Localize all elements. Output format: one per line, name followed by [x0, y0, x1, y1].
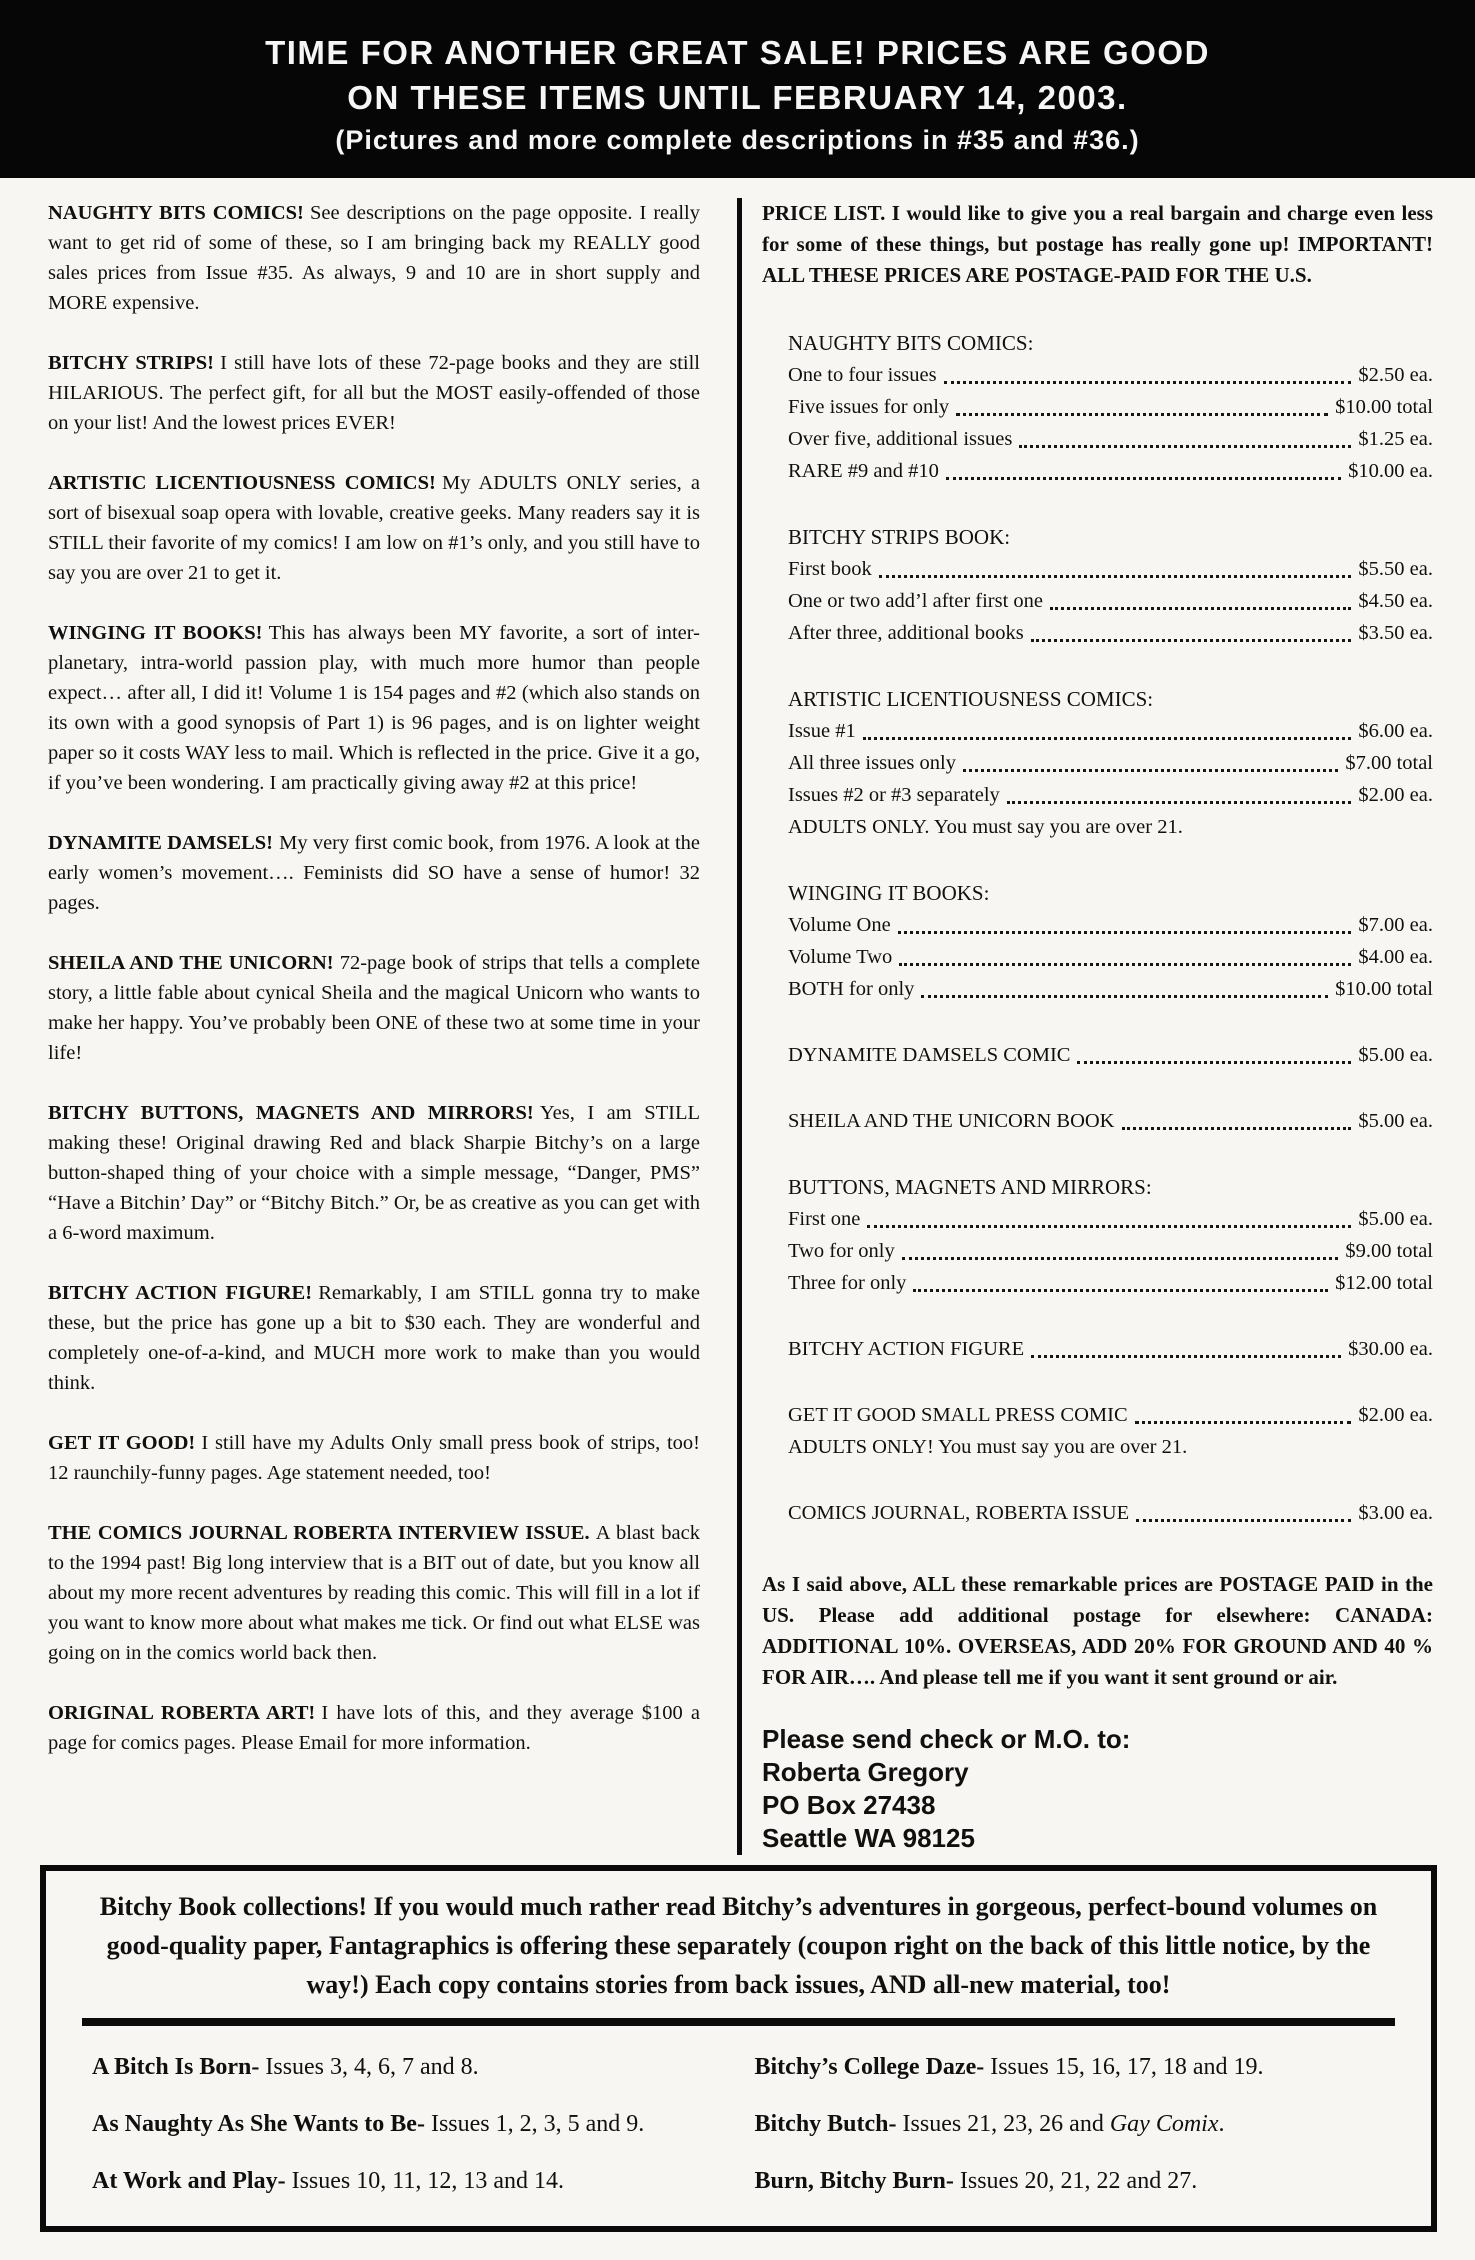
- two-column-body: [0, 178, 1475, 1855]
- dot-leader: [913, 1289, 1328, 1292]
- price-section-action-figure: [788, 1333, 1433, 1365]
- book-issues-italic: Gay Comix: [1109, 2111, 1219, 2137]
- price-row: [788, 973, 1433, 1005]
- para-original-art: [48, 1698, 700, 1758]
- price-section-bitchy-strips: [788, 521, 1433, 649]
- para-body: This has always been MY favorite, a sort of inter-planetary, intra-world passion play, with much more humor than people expect… after all, I did it! Volume 1 is 154 pages and #2 (which also stands on its own with a good synopsis of Part 1) is 96 pages, and is on lighter weight paper so it costs WAY less to mail. Which is reflected in the price. Give it a go, if you’ve been wondering. I am practically giving away #2 at this price!: [48, 622, 700, 794]
- book-issues: Issues 15, 16, 17, 18 and 19.: [990, 2054, 1264, 2080]
- dot-leader: [1031, 1355, 1341, 1358]
- book-issues: Issues 1, 2, 3, 5 and 9.: [430, 2111, 645, 2137]
- price-row: [788, 391, 1433, 423]
- para-body: My ADULTS ONLY series, a sort of bisexual soap opera with lovable, creative geeks. Many readers say it is STILL their favorite of my comics! I am low on #1’s only, and you still have to say you are over 21 to get it.: [48, 472, 700, 584]
- para-lead: BITCHY BUTTONS, MAGNETS AND MIRRORS!: [48, 1102, 534, 1124]
- para-action-figure: [48, 1278, 700, 1398]
- price-row: [788, 553, 1433, 585]
- divider-rule: [82, 2018, 1395, 2026]
- price-value: $10.00 total: [1335, 396, 1433, 418]
- para-naughty-bits: [48, 198, 700, 318]
- dot-leader: [863, 737, 1352, 740]
- price-label: One or two add’l after first one: [788, 590, 1044, 612]
- price-row: [788, 1235, 1433, 1267]
- price-section-naughty-bits: [788, 327, 1433, 487]
- para-comics-journal: [48, 1518, 700, 1668]
- price-value: $5.00 ea.: [1358, 1044, 1433, 1066]
- dot-leader: [956, 413, 1328, 416]
- book-title: Bitchy Butch-: [754, 2111, 897, 2137]
- para-body: I still have lots of these 72-page books and they are still HILARIOUS. The perfect gift, for all but the MOST easily-offended of those on your list! And the lowest prices EVER!: [48, 352, 700, 434]
- dot-leader: [899, 963, 1351, 966]
- price-row: [788, 585, 1433, 617]
- price-value: $4.50 ea.: [1358, 590, 1433, 612]
- price-value: $2.00 ea.: [1358, 784, 1433, 806]
- book-item: [92, 2052, 725, 2082]
- banner-line-2: ON THESE ITEMS UNTIL FEBRUARY 14, 2003.: [347, 79, 1128, 116]
- price-section-winging-it: [788, 877, 1433, 1005]
- price-value: $2.50 ea.: [1358, 364, 1433, 386]
- price-row: [788, 941, 1433, 973]
- price-section-get-it-good: [788, 1399, 1433, 1463]
- price-value: $12.00 total: [1335, 1272, 1433, 1294]
- para-lead: BITCHY ACTION FIGURE!: [48, 1282, 313, 1304]
- price-row: [788, 455, 1433, 487]
- price-value: $1.25 ea.: [1358, 428, 1433, 450]
- price-value: $10.00 total: [1335, 978, 1433, 1000]
- dot-leader: [944, 381, 1352, 384]
- para-bitchy-strips: [48, 348, 700, 438]
- price-section-heading: BUTTONS, MAGNETS AND MIRRORS:: [788, 1175, 1152, 1199]
- price-label: All three issues only: [788, 752, 956, 774]
- dot-leader: [1136, 1519, 1351, 1522]
- dot-leader: [867, 1225, 1351, 1228]
- price-label: Over five, additional issues: [788, 428, 1013, 450]
- price-label: Volume One: [788, 914, 891, 936]
- price-label: Issues #2 or #3 separately: [788, 784, 1000, 806]
- price-value: $7.00 total: [1345, 752, 1433, 774]
- para-lead: ARTISTIC LICENTIOUSNESS COMICS!: [48, 472, 436, 494]
- price-row: [788, 1497, 1433, 1529]
- price-label: RARE #9 and #10: [788, 460, 939, 482]
- price-label: First book: [788, 558, 872, 580]
- price-row: [788, 423, 1433, 455]
- dot-leader: [1031, 639, 1352, 642]
- price-list-column: [737, 198, 1433, 1855]
- para-lead: DYNAMITE DAMSELS!: [48, 832, 274, 854]
- price-label: BITCHY ACTION FIGURE: [788, 1338, 1025, 1360]
- book-collections-intro: Bitchy Book collections! If you would much rather read Bitchy’s adventures in gorgeous, perfect-bound volumes on good-quality paper, Fantagraphics is offering these separately (coupon right on the back of this little notice, by the way!) Each copy contains stories from back issues, AND all-new material, too!: [99, 1892, 1378, 1999]
- price-row: [788, 1203, 1433, 1235]
- dot-leader: [1135, 1421, 1352, 1424]
- price-value: $5.50 ea.: [1358, 558, 1433, 580]
- price-label: One to four issues: [788, 364, 937, 386]
- para-body: I still have my Adults Only small press book of strips, too! 12 raunchily-funny pages. Age statement needed, too!: [48, 1432, 701, 1484]
- para-sheila-unicorn: [48, 948, 700, 1068]
- dot-leader: [1077, 1061, 1351, 1064]
- price-section-heading: ARTISTIC LICENTIOUSNESS COMICS:: [788, 687, 1154, 711]
- para-lead: ORIGINAL ROBERTA ART!: [48, 1702, 316, 1724]
- price-row: [788, 359, 1433, 391]
- price-value: $30.00 ea.: [1348, 1338, 1433, 1360]
- price-value: $5.00 ea.: [1358, 1208, 1433, 1230]
- price-label: SHEILA AND THE UNICORN BOOK: [788, 1110, 1115, 1132]
- price-section-buttons-magnets-mirrors: [788, 1171, 1433, 1299]
- price-label: Five issues for only: [788, 396, 950, 418]
- price-value: $5.00 ea.: [1358, 1110, 1433, 1132]
- dot-leader: [1050, 607, 1351, 610]
- price-label: After three, additional books: [788, 622, 1024, 644]
- price-label: DYNAMITE DAMSELS COMIC: [788, 1044, 1071, 1066]
- dot-leader: [898, 931, 1352, 934]
- price-row: [788, 1105, 1433, 1137]
- dot-leader: [963, 769, 1338, 772]
- price-row: [788, 747, 1433, 779]
- price-label: BOTH for only: [788, 978, 915, 1000]
- book-list: [82, 2042, 1395, 2200]
- price-row: [788, 1267, 1433, 1299]
- address-line-4: Seattle WA 98125: [762, 1823, 975, 1853]
- dot-leader: [921, 995, 1328, 998]
- price-value: $7.00 ea.: [1358, 914, 1433, 936]
- sale-banner: [0, 0, 1475, 178]
- para-get-it-good: [48, 1428, 700, 1488]
- para-lead: NAUGHTY BITS COMICS!: [48, 202, 304, 224]
- book-issues: Issues 10, 11, 12, 13 and 14.: [291, 2168, 565, 2194]
- para-lead: GET IT GOOD!: [48, 1432, 196, 1454]
- banner-line-3: (Pictures and more complete descriptions in #35 and #36.): [335, 125, 1140, 155]
- para-body: I have lots of this, and they average $100 a page for comics pages. Please Email for more information.: [48, 1702, 700, 1754]
- para-body: Yes, I am STILL making these! Original drawing Red and black Sharpie Bitchy’s on a large button-shaped thing of your choice with a simple message, “Danger, PMS” “Have a Bitchin’ Day” or “Bitchy Bitch.” Or, be as creative as you can get with a 6-word maximum.: [48, 1102, 700, 1244]
- descriptions-column: [48, 198, 700, 1855]
- price-label: Volume Two: [788, 946, 893, 968]
- price-section-dynamite-damsels: [788, 1039, 1433, 1071]
- dot-leader: [1019, 445, 1351, 448]
- book-issues: Issues 21, 23, 26 and: [902, 2111, 1110, 2137]
- dot-leader: [902, 1257, 1339, 1260]
- banner-line-1: TIME FOR ANOTHER GREAT SALE! PRICES ARE GOOD: [265, 34, 1210, 71]
- price-value: $6.00 ea.: [1358, 720, 1433, 742]
- dot-leader: [879, 575, 1352, 578]
- dot-leader: [1122, 1127, 1352, 1130]
- para-dynamite-damsels: [48, 828, 700, 918]
- adults-only-note: ADULTS ONLY. You must say you are over 21.: [788, 816, 1183, 838]
- price-section-heading: WINGING IT BOOKS:: [788, 881, 990, 905]
- mailing-address-block: [762, 1723, 1433, 1855]
- address-line-2: Roberta Gregory: [762, 1757, 969, 1787]
- postage-note: As I said above, ALL these remarkable prices are POSTAGE PAID in the US. Please add additional postage for elsewhere: CANADA: ADDITIONAL 10%. OVERSEAS, ADD 20% FOR GROUND AND 40 % FOR AIR…. And please tell me if you want it sent ground or air.: [762, 1572, 1433, 1689]
- adults-only-note: ADULTS ONLY! You must say you are over 21.: [788, 1436, 1188, 1458]
- para-artistic-licentiousness: [48, 468, 700, 588]
- book-item: [92, 2109, 725, 2139]
- para-body: Remarkably, I am STILL gonna try to make these, but the price has gone up a bit to $30 each. They are wonderful and completely one-of-a-kind, and MUCH more work to make than you would think.: [48, 1282, 700, 1394]
- price-row: [788, 909, 1433, 941]
- address-line-1: Please send check or M.O. to:: [762, 1724, 1131, 1754]
- price-section-comics-journal: [788, 1497, 1433, 1529]
- book-issues: Issues 3, 4, 6, 7 and 8.: [265, 2054, 479, 2080]
- price-row: [788, 1039, 1433, 1071]
- price-label: GET IT GOOD SMALL PRESS COMIC: [788, 1404, 1128, 1426]
- price-row: [788, 1333, 1433, 1365]
- book-item: [755, 2052, 1388, 2082]
- dot-leader: [946, 477, 1341, 480]
- book-collections-box: [40, 1865, 1437, 2232]
- book-title: As Naughty As She Wants to Be-: [92, 2111, 425, 2137]
- book-title: Bitchy’s College Daze-: [754, 2054, 985, 2080]
- price-label: Three for only: [788, 1272, 907, 1294]
- price-label: Issue #1: [788, 720, 856, 742]
- book-title: Burn, Bitchy Burn-: [754, 2168, 954, 2194]
- price-row: [788, 715, 1433, 747]
- para-body: A blast back to the 1994 past! Big long interview that is a BIT out of date, but you know all about my more recent adventures by reading this comic. This will fill in a lot if you want to know more about what makes me tick. Or find out what ELSE was going on in the comics world back then.: [48, 1522, 700, 1664]
- para-body: See descriptions on the page opposite. I really want to get rid of some of these, so I am bringing back my REALLY good sales prices from Issue #35. As always, 9 and 10 are in short supply and MORE expensive.: [48, 202, 700, 314]
- price-section-artistic-licentiousness: [788, 683, 1433, 843]
- price-value: $2.00 ea.: [1358, 1404, 1433, 1426]
- book-title: At Work and Play-: [92, 2168, 286, 2194]
- price-section-heading: BITCHY STRIPS BOOK:: [788, 525, 1011, 549]
- book-item: [755, 2166, 1388, 2196]
- para-lead: SHEILA AND THE UNICORN!: [48, 952, 334, 974]
- price-value: $3.00 ea.: [1358, 1502, 1433, 1524]
- price-label: COMICS JOURNAL, ROBERTA ISSUE: [788, 1502, 1130, 1524]
- para-lead: BITCHY STRIPS!: [48, 352, 214, 374]
- price-section-sheila-unicorn: [788, 1105, 1433, 1137]
- price-row: [788, 779, 1433, 811]
- book-item: [92, 2166, 725, 2196]
- price-row: [788, 1399, 1433, 1431]
- price-value: $3.50 ea.: [1358, 622, 1433, 644]
- book-issues-suffix: .: [1218, 2111, 1225, 2137]
- book-title: A Bitch Is Born-: [92, 2054, 260, 2080]
- para-winging-it: [48, 618, 700, 798]
- price-list-intro: PRICE LIST. I would like to give you a real bargain and charge even less for some of these things, but postage has really gone up! IMPORTANT! ALL THESE PRICES ARE POSTAGE-PAID FOR THE U.S.: [762, 201, 1433, 287]
- price-value: $10.00 ea.: [1348, 460, 1433, 482]
- price-section-heading: NAUGHTY BITS COMICS:: [788, 331, 1034, 355]
- para-lead: THE COMICS JOURNAL ROBERTA INTERVIEW ISSUE.: [48, 1522, 590, 1544]
- book-item: [755, 2109, 1388, 2139]
- price-value: $4.00 ea.: [1358, 946, 1433, 968]
- price-value: $9.00 total: [1345, 1240, 1433, 1262]
- price-row: [788, 617, 1433, 649]
- price-label: Two for only: [788, 1240, 895, 1262]
- para-buttons-magnets-mirrors: [48, 1098, 700, 1248]
- price-label: First one: [788, 1208, 861, 1230]
- para-body: 72-page book of strips that tells a complete story, a little fable about cynical Sheila and the magical Unicorn who wants to make her happy. You’ve probably been ONE of these two at some time in your life!: [48, 952, 700, 1064]
- address-line-3: PO Box 27438: [762, 1790, 936, 1820]
- para-body: My very first comic book, from 1976. A look at the early women’s movement…. Feminists did SO have a sense of humor! 32 pages.: [48, 832, 700, 914]
- dot-leader: [1007, 801, 1352, 804]
- para-lead: WINGING IT BOOKS!: [48, 622, 263, 644]
- book-issues: Issues 20, 21, 22 and 27.: [959, 2168, 1198, 2194]
